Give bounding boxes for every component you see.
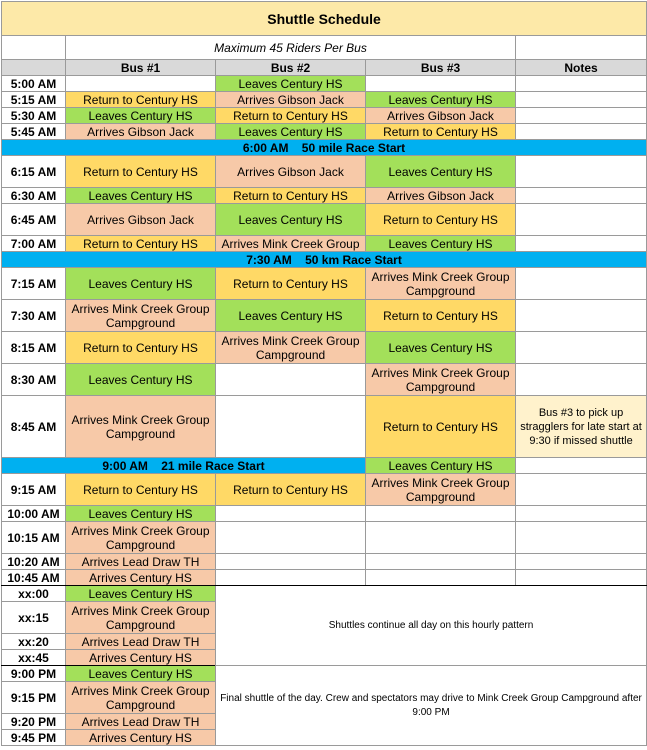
- bus3-cell: Return to Century HS: [366, 300, 516, 332]
- table-row: [2, 124, 647, 140]
- bus2-cell: [216, 554, 366, 570]
- bus3-cell: Leaves Century HS: [366, 332, 516, 364]
- bus3-cell: [366, 76, 516, 92]
- bus3-cell: Return to Century HS: [366, 204, 516, 236]
- time-cell: 6:15 AM: [2, 156, 66, 188]
- time-cell: 10:00 AM: [2, 506, 66, 522]
- time-cell: xx:20: [2, 634, 66, 650]
- bus1-cell: Arrives Mink Creek Group Campground: [66, 522, 216, 554]
- bus2-cell: [216, 364, 366, 396]
- time-cell: 7:00 AM: [2, 236, 66, 252]
- notes-cell: [516, 554, 647, 570]
- notes-cell: [516, 474, 647, 506]
- bus2-cell: Arrives Mink Creek Group: [216, 236, 366, 252]
- notes-cell: [516, 92, 647, 108]
- time-cell: 7:15 AM: [2, 268, 66, 300]
- table-row: [2, 268, 647, 300]
- time-cell: 8:15 AM: [2, 332, 66, 364]
- notes-cell: [516, 458, 647, 474]
- race-start-50-km: 7:30 AM 50 km Race Start: [2, 252, 647, 268]
- bus2-cell: Leaves Century HS: [216, 76, 366, 92]
- notes-cell: [516, 204, 647, 236]
- table-row: [2, 188, 647, 204]
- race-start-row: [2, 252, 647, 268]
- notes-cell: [516, 124, 647, 140]
- time-cell: 5:15 AM: [2, 92, 66, 108]
- table-row: [2, 92, 647, 108]
- bus1-header: Bus #1: [66, 60, 216, 76]
- bus3-cell: Arrives Mink Creek Group Campground: [366, 474, 516, 506]
- bus3-cell: [366, 506, 516, 522]
- time-cell: 10:20 AM: [2, 554, 66, 570]
- bus1-cell: Leaves Century HS: [66, 666, 216, 682]
- bus1-cell: Leaves Century HS: [66, 506, 216, 522]
- bus2-cell: Return to Century HS: [216, 188, 366, 204]
- time-cell: 9:15 PM: [2, 682, 66, 714]
- table-row: [2, 108, 647, 124]
- bus1-cell: Arrives Lead Draw TH: [66, 634, 216, 650]
- bus2-cell: Leaves Century HS: [216, 204, 366, 236]
- race-start-50-mile: 6:00 AM 50 mile Race Start: [2, 140, 647, 156]
- bus1-cell: Arrives Century HS: [66, 730, 216, 746]
- bus3-cell: [366, 570, 516, 586]
- race-start-row: [2, 140, 647, 156]
- time-cell: 9:15 AM: [2, 474, 66, 506]
- bus3-header: Bus #3: [366, 60, 516, 76]
- bus1-cell: Arrives Gibson Jack: [66, 124, 216, 140]
- time-cell: 5:30 AM: [2, 108, 66, 124]
- bus1-cell: Arrives Gibson Jack: [66, 204, 216, 236]
- bus2-cell: Arrives Gibson Jack: [216, 92, 366, 108]
- bus2-cell: Return to Century HS: [216, 268, 366, 300]
- bus3-cell: Arrives Gibson Jack: [366, 188, 516, 204]
- bus1-cell: Arrives Mink Creek Group Campground: [66, 682, 216, 714]
- bus3-cell: Leaves Century HS: [366, 156, 516, 188]
- bus3-cell: Leaves Century HS: [366, 236, 516, 252]
- final-shuttle-note: Final shuttle of the day. Crew and spectators may drive to Mink Creek Group Campground after 9:00 PM: [216, 666, 647, 746]
- table-row: [2, 522, 647, 554]
- empty-cell: [516, 36, 647, 60]
- time-cell: 9:20 PM: [2, 714, 66, 730]
- bus3-cell: Arrives Mink Creek Group Campground: [366, 268, 516, 300]
- time-header: [2, 60, 66, 76]
- table-row: [2, 76, 647, 92]
- time-cell: 7:30 AM: [2, 300, 66, 332]
- straggler-note: Bus #3 to pick up stragglers for late start at 9:30 if missed shuttle: [516, 396, 647, 458]
- time-cell: 6:45 AM: [2, 204, 66, 236]
- table-row: [2, 396, 647, 458]
- bus1-cell: Arrives Century HS: [66, 570, 216, 586]
- table-row: [2, 300, 647, 332]
- table-row: [2, 506, 647, 522]
- bus1-cell: Leaves Century HS: [66, 586, 216, 602]
- bus2-cell: Arrives Mink Creek Group Campground: [216, 332, 366, 364]
- schedule-title: Shuttle Schedule: [2, 2, 647, 36]
- bus2-cell: Leaves Century HS: [216, 300, 366, 332]
- bus2-cell: [216, 522, 366, 554]
- bus3-cell: Return to Century HS: [366, 396, 516, 458]
- notes-cell: [516, 188, 647, 204]
- hourly-pattern-note: Shuttles continue all day on this hourly pattern: [216, 586, 647, 666]
- notes-cell: [516, 506, 647, 522]
- empty-cell: [2, 36, 66, 60]
- bus1-cell: Leaves Century HS: [66, 364, 216, 396]
- notes-cell: [516, 570, 647, 586]
- race-start-21-mile: 9:00 AM 21 mile Race Start: [2, 458, 366, 474]
- bus3-cell: Arrives Gibson Jack: [366, 108, 516, 124]
- table-row: [2, 204, 647, 236]
- bus2-cell: Return to Century HS: [216, 108, 366, 124]
- bus1-cell: Return to Century HS: [66, 474, 216, 506]
- bus2-header: Bus #2: [216, 60, 366, 76]
- notes-cell: [516, 76, 647, 92]
- bus1-cell: Leaves Century HS: [66, 188, 216, 204]
- capacity-subtitle: Maximum 45 Riders Per Bus: [66, 36, 516, 60]
- notes-header: Notes: [516, 60, 647, 76]
- bus3-cell: Leaves Century HS: [366, 92, 516, 108]
- time-cell: 9:45 PM: [2, 730, 66, 746]
- bus2-cell: Arrives Gibson Jack: [216, 156, 366, 188]
- time-cell: xx:00: [2, 586, 66, 602]
- bus2-cell: [216, 570, 366, 586]
- bus1-cell: Return to Century HS: [66, 332, 216, 364]
- notes-cell: [516, 156, 647, 188]
- bus3-cell: Leaves Century HS: [366, 458, 516, 474]
- notes-cell: [516, 300, 647, 332]
- bus3-cell: Arrives Mink Creek Group Campground: [366, 364, 516, 396]
- table-row: [2, 332, 647, 364]
- table-row: [2, 666, 647, 682]
- time-cell: 8:30 AM: [2, 364, 66, 396]
- time-cell: 8:45 AM: [2, 396, 66, 458]
- bus1-cell: Return to Century HS: [66, 156, 216, 188]
- time-cell: 10:15 AM: [2, 522, 66, 554]
- notes-cell: [516, 522, 647, 554]
- notes-cell: [516, 364, 647, 396]
- bus1-cell: Arrives Lead Draw TH: [66, 554, 216, 570]
- time-cell: xx:15: [2, 602, 66, 634]
- bus1-cell: [66, 76, 216, 92]
- shuttle-schedule-table: [1, 1, 647, 746]
- bus2-cell: Return to Century HS: [216, 474, 366, 506]
- time-cell: 5:00 AM: [2, 76, 66, 92]
- bus3-cell: [366, 554, 516, 570]
- notes-cell: [516, 332, 647, 364]
- bus3-cell: [366, 522, 516, 554]
- bus3-cell: Return to Century HS: [366, 124, 516, 140]
- bus1-cell: Arrives Lead Draw TH: [66, 714, 216, 730]
- bus1-cell: Leaves Century HS: [66, 108, 216, 124]
- table-row: [2, 156, 647, 188]
- bus1-cell: Return to Century HS: [66, 92, 216, 108]
- time-cell: 9:00 PM: [2, 666, 66, 682]
- bus1-cell: Arrives Mink Creek Group Campground: [66, 300, 216, 332]
- notes-cell: [516, 268, 647, 300]
- table-row: [2, 570, 647, 586]
- bus1-cell: Return to Century HS: [66, 236, 216, 252]
- time-cell: 6:30 AM: [2, 188, 66, 204]
- time-cell: 10:45 AM: [2, 570, 66, 586]
- time-cell: 5:45 AM: [2, 124, 66, 140]
- table-row: [2, 236, 647, 252]
- table-row: [2, 586, 647, 602]
- bus1-cell: Arrives Mink Creek Group Campground: [66, 396, 216, 458]
- race-start-row: [2, 458, 647, 474]
- bus2-cell: Leaves Century HS: [216, 124, 366, 140]
- bus1-cell: Arrives Century HS: [66, 650, 216, 666]
- table-row: [2, 364, 647, 396]
- bus2-cell: [216, 396, 366, 458]
- bus2-cell: [216, 506, 366, 522]
- table-row: [2, 554, 647, 570]
- time-cell: xx:45: [2, 650, 66, 666]
- table-row: [2, 474, 647, 506]
- bus1-cell: Leaves Century HS: [66, 268, 216, 300]
- bus1-cell: Arrives Mink Creek Group Campground: [66, 602, 216, 634]
- notes-cell: [516, 108, 647, 124]
- notes-cell: [516, 236, 647, 252]
